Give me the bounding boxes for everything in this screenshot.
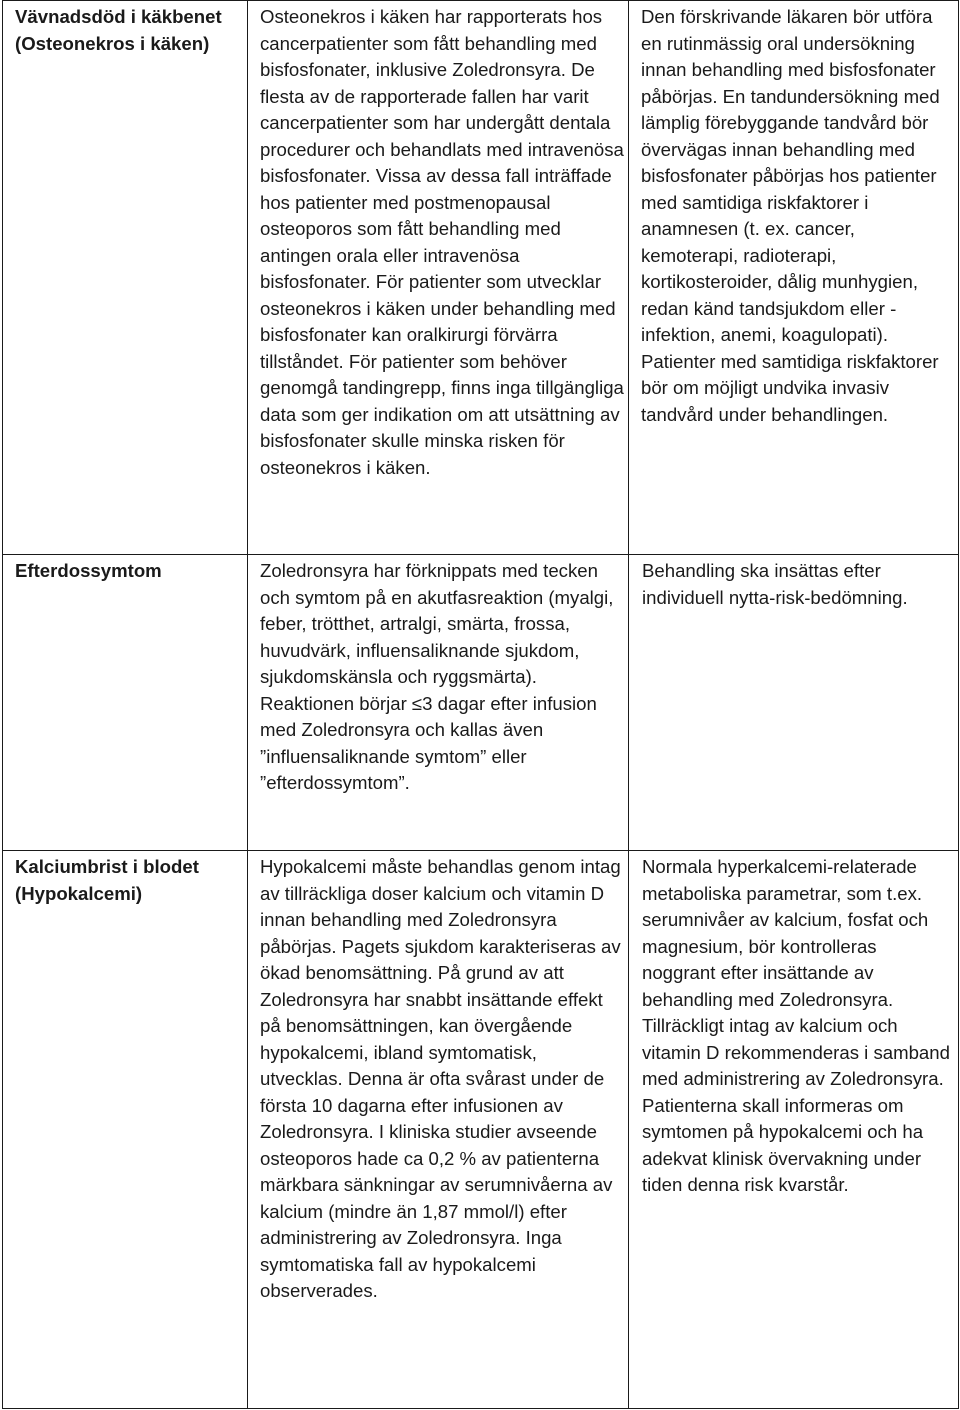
table-row xyxy=(3,1,959,555)
table-row xyxy=(3,851,959,1409)
row-recommendation xyxy=(629,555,959,851)
recommendation-text: Behandling ska insättas efter individuell nytta-risk-bedömning. xyxy=(642,560,908,608)
term-text: Kalciumbrist i blodet (Hypokalcemi) xyxy=(15,856,199,904)
description-text: Hypokalcemi måste behandlas genom intag av tillräckliga doser kalcium och vitamin D innan behandling med Zoledronsyra påbörjas. Pagets sjukdom karakteriseras av ökad benomsättning. På grund av att Zoledronsyra har snabbt insättande effekt på benomsättningen, kan övergående hypokalcemi, ibland symtomatisk, utvecklas. Denna är ofta svårast under de första 10 dagarna efter infusionen av Zoledronsyra. I kliniska studier avseende osteoporos hade ca 0,2 % av patienterna märkbara sänkningar av serumnivåerna av kalcium (mindre än 1,87 mmol/l) efter administrering av Zoledronsyra. Inga symtomatiska fall av hypokalcemi observerades. xyxy=(260,856,621,1301)
row-term xyxy=(3,851,248,1409)
row-recommendation xyxy=(629,851,959,1409)
table-row xyxy=(3,555,959,851)
recommendation-text: Normala hyperkalcemi-relaterade metaboliska parametrar, som t.ex. serumnivåer av kalcium, fosfat och magnesium, bör kontrolleras noggrant efter insättande av behandling med Zoledronsyra. Tillräckligt intag av kalcium och vitamin D rekommenderas i samband med administrering av Zoledronsyra. Patienterna skall informeras om symtomen på hypokalcemi och ha adekvat klinisk övervakning under tiden denna risk kvarstår. xyxy=(642,856,950,1195)
description-text: Osteonekros i käken har rapporterats hos cancerpatienter som fått behandling med bisfosfonater, inklusive Zoledronsyra. De flesta av de rapporterade fallen har varit cancerpatienter som har undergått dentala procedurer och behandlats med intravenösa bisfosfonater. Vissa av dessa fall inträffade hos patienter med postmenopausal osteoporos som fått behandling med antingen orala eller intravenösa bisfosfonater. För patienter som utvecklar osteonekros i käken under behandling med bisfosfonater kan oralkirurgi förvärra tillståndet. För patienter som behöver genomgå tandingrepp, finns inga tillgängliga data som ger indikation om att utsättning av bisfosfonater skulle minska risken för osteonekros i käken. xyxy=(260,6,624,478)
adverse-effects-table xyxy=(2,0,959,1409)
row-term xyxy=(3,1,248,555)
row-term xyxy=(3,555,248,851)
term-text: Efterdossymtom xyxy=(15,560,162,581)
description-text: Zoledronsyra har förknippats med tecken och symtom på en akutfasreaktion (myalgi, feber, trötthet, artralgi, smärta, frossa, huvudvärk, influensaliknande sjukdom, sjukdomskänsla och ryggsmärta). Reaktionen börjar ≤3 dagar efter infusion med Zoledronsyra och kallas även ”influensaliknande symtom” eller ”efterdossymtom”. xyxy=(260,560,614,793)
row-description xyxy=(248,851,629,1409)
row-recommendation xyxy=(629,1,959,555)
row-description xyxy=(248,555,629,851)
recommendation-text: Den förskrivande läkaren bör utföra en rutinmässig oral undersökning innan behandling med bisfosfonater påbörjas. En tandundersökning med lämplig förebyggande tandvård bör övervägas innan behandling med bisfosfonater påbörjas hos patienter med samtidiga riskfaktorer i anamnesen (t. ex. cancer, kemoterapi, radioterapi, kortikosteroider, dålig munhygien, redan känd tandsjukdom eller -infektion, anemi, koagulopati). Patienter med samtidiga riskfaktorer bör om möjligt undvika invasiv tandvård under behandlingen. xyxy=(641,6,940,425)
term-text: Vävnadsdöd i käkbenet (Osteonekros i käken) xyxy=(15,6,222,54)
row-description xyxy=(248,1,629,555)
